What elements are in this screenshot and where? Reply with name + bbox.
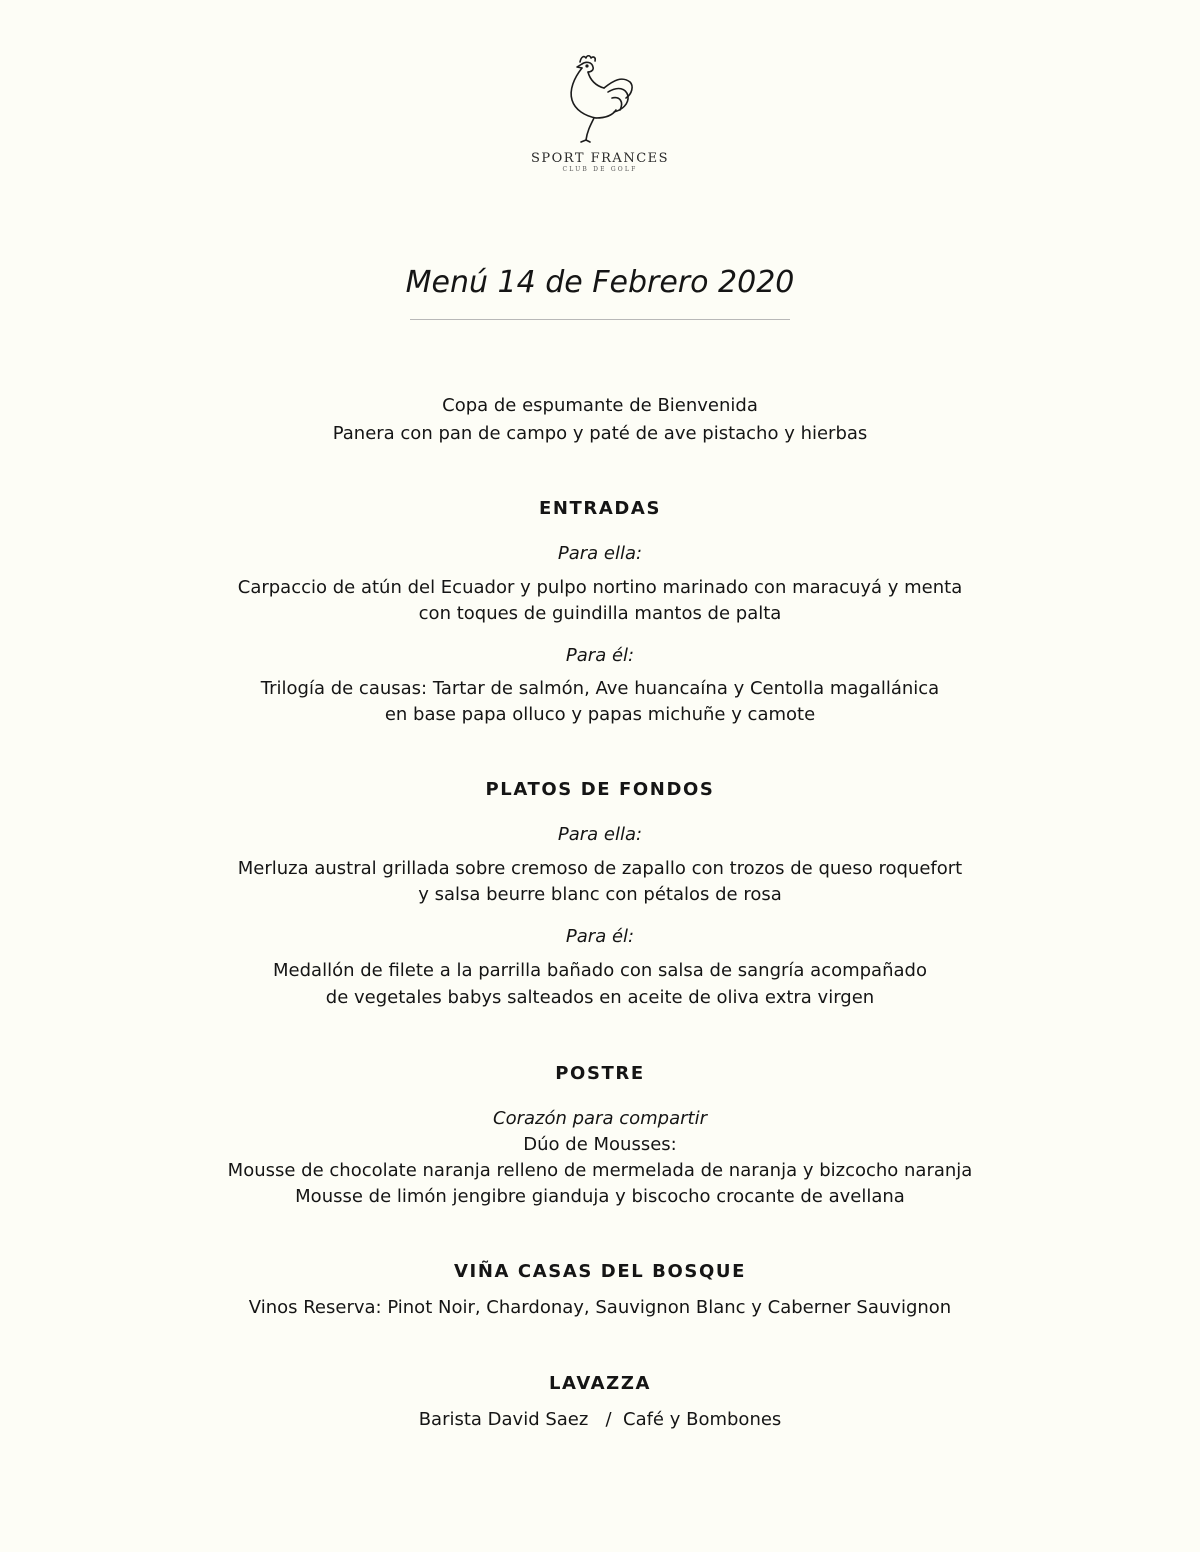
- entradas-el-dish-line2: en base papa olluco y papas michuñe y camote: [384, 704, 816, 725]
- brand-subtitle: CLUB DE GOLF: [562, 166, 638, 173]
- entradas-ella-dish-line1: Carpaccio de atún del Ecuador y pulpo nortino marinado con maracuyá y menta: [237, 577, 963, 598]
- bread-basket: Panera con pan de campo y paté de ave pistacho y hierbas: [332, 423, 868, 444]
- lavazza-line: Barista David Saez / Café y Bombones: [418, 1409, 782, 1430]
- welcome-drink: Copa de espumante de Bienvenida: [442, 395, 758, 416]
- title-divider: [410, 319, 790, 320]
- lavazza-heading: LAVAZZA: [548, 1373, 652, 1394]
- entradas-el-dish-line1: Trilogía de causas: Tartar de salmón, Ave huancaína y Centolla magallánica: [260, 678, 940, 699]
- fondos-ella-label: Para ella:: [557, 824, 643, 845]
- fondos-el-dish-line1: Medallón de filete a la parrilla bañado con salsa de sangría acompañado: [273, 960, 927, 981]
- entradas-ella-dish-line2: con toques de guindilla mantos de palta: [418, 603, 782, 624]
- postre-line2: Mousse de chocolate naranja relleno de mermelada de naranja y bizcocho naranja: [227, 1160, 973, 1181]
- fondos-el-dish-line2: de vegetales babys salteados en aceite de oliva extra virgen: [325, 987, 875, 1008]
- vina-heading: VIÑA CASAS DEL BOSQUE: [454, 1261, 746, 1282]
- entradas-heading: ENTRADAS: [538, 498, 662, 519]
- entradas-ella-label: Para ella:: [557, 543, 643, 564]
- fondos-ella-dish-line1: Merluza austral grillada sobre cremoso de zapallo con trozos de queso roquefort: [237, 858, 963, 879]
- menu-title: Menú 14 de Febrero 2020: [405, 265, 795, 300]
- postre-heading: POSTRE: [555, 1063, 645, 1084]
- rooster-icon: [560, 52, 640, 144]
- entradas-el-label: Para él:: [565, 645, 635, 666]
- vina-wines: Vinos Reserva: Pinot Noir, Chardonay, Sauvignon Blanc y Caberner Sauvignon: [248, 1297, 952, 1318]
- club-logo: [500, 52, 700, 174]
- fondos-heading: PLATOS DE FONDOS: [485, 779, 715, 800]
- fondos-el-label: Para él:: [565, 926, 635, 947]
- fondos-ella-dish-line2: y salsa beurre blanc con pétalos de rosa: [418, 884, 782, 905]
- postre-subtitle: Corazón para compartir: [493, 1108, 707, 1129]
- postre-line3: Mousse de limón jengibre gianduja y biscocho crocante de avellana: [295, 1186, 905, 1207]
- brand-name: SPORT FRANCES: [530, 151, 670, 166]
- postre-line1: Dúo de Mousses:: [523, 1134, 677, 1155]
